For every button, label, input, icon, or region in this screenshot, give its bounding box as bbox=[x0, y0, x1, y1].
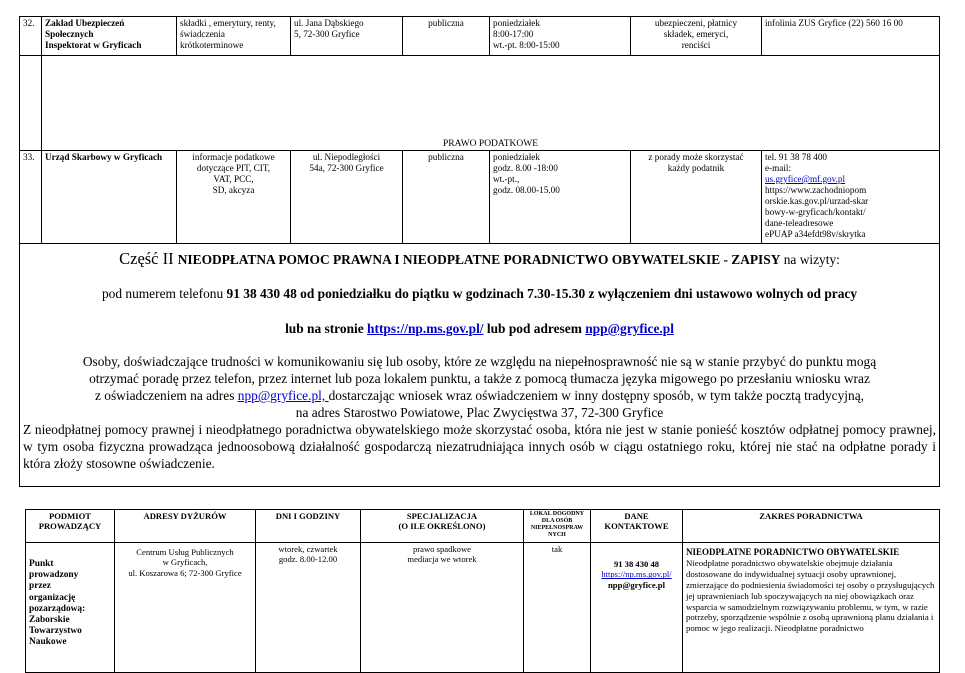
section-row bbox=[20, 56, 940, 151]
email-link[interactable]: us.gryfice@mf.gov.pl bbox=[765, 174, 846, 184]
np-website-link-2[interactable]: https://np.ms.gov.pl/ bbox=[601, 569, 672, 580]
specialization: prawo spadkowe mediacja we wtorek bbox=[361, 543, 524, 673]
services-table bbox=[19, 16, 940, 487]
duty-days: wtorek, czwartek godz. 8.00-12.00 bbox=[256, 543, 361, 673]
row-number: 32. bbox=[20, 17, 42, 56]
header-access: LOKAL DOGODNY DLA OSÓB NIEPEŁNOSPRAW NYCH bbox=[524, 510, 591, 543]
clients: ubezpieczeni, płatnicy składek, emeryci, renciści bbox=[631, 17, 762, 56]
eligibility-info: Z nieodpłatnej pomocy prawnej i nieodpłatnego poradnictwa obywatelskiego może skorzystać osoba, która nie jest w stanie ponieść kosztów odpłatnej pomocy prawnej, w tym osoba fizyczna prowadząca jednoosobową działalność gospodarczą niezatrudniająca innych osób w ciągu ostatniego roku, której nie stać na odpłatne porady i która złoży stosowne oświadczenie. bbox=[23, 422, 936, 471]
npp-points-table bbox=[25, 509, 940, 673]
clients: z porady może skorzystać każdy podatnik bbox=[631, 151, 762, 244]
entity-type: publiczna bbox=[403, 151, 490, 244]
web-line: lub na stronie https://np.ms.gov.pl/ lub pod adresem npp@gryfice.pl bbox=[285, 321, 674, 336]
accessible-venue: tak bbox=[524, 543, 591, 673]
part2-row bbox=[20, 244, 940, 487]
hours: poniedziałek 8:00-17:00 wt.-pt. 8:00-15:00 bbox=[490, 17, 631, 56]
empty-cell bbox=[20, 56, 42, 151]
scope: informacje podatkowe dotyczące PIT, CIT, VAT, PCC, SD, akcyza bbox=[177, 151, 291, 244]
section-title: PRAWO PODATKOWE bbox=[42, 56, 940, 151]
address: ul. Niepodległości 54a, 72-300 Gryfice bbox=[291, 151, 403, 244]
part2-section bbox=[20, 244, 940, 487]
accessibility-info: Osoby, doświadczające trudności w komunikowaniu się lub osoby, które ze względu na niepełnosprawność nie są w stanie przybyć do punktu mogą otrzymać poradę przez telefon, przez internet lub poza lokalem punktu, a także z pomocą tłumacza języka migowego po przesłaniu wniosku wraz z oświadczeniem na adres npp@gryfice.pl, dostarczając wniosek wraz oświadczeniem w inny dostępny sposób, w tym także pocztą tradycyjną, na adres Starostwo Powiatowe, Plac Zwycięstwa 37, 72-300 Gryfice bbox=[82, 354, 877, 420]
np-website-link[interactable]: https://np.ms.gov.pl/ bbox=[367, 321, 484, 336]
address: ul. Jana Dąbskiego 5, 72-300 Gryfice bbox=[291, 17, 403, 56]
entity-type: publiczna bbox=[403, 17, 490, 56]
table-row bbox=[26, 543, 940, 673]
entity-name: Zakład Ubezpieczeń Społecznych Inspektorat w Gryficach bbox=[42, 17, 177, 56]
table-row bbox=[20, 151, 940, 244]
hours: poniedziałek godz. 8.00 -18:00 wt.-pt., godz. 08.00-15.00 bbox=[490, 151, 631, 244]
contact-data: 91 38 430 48 https://np.ms.gov.pl/ npp@gryfice.pl bbox=[591, 543, 683, 673]
contact: infolinia ZUS Gryfice (22) 560 16 00 bbox=[762, 17, 940, 56]
header-row bbox=[26, 510, 940, 543]
row-number: 33. bbox=[20, 151, 42, 244]
phone-line: pod numerem telefonu 91 38 430 48 od poniedziałku do piątku w godzinach 7.30-15.30 z wyłączeniem dni ustawowo wolnych od pracy bbox=[101, 286, 858, 301]
npp-email-link-2[interactable]: npp@gryfice.pl, bbox=[237, 388, 329, 403]
header-contact: DANE KONTAKTOWE bbox=[591, 510, 683, 543]
header-spec: SPECJALIZACJA (O ILE OKREŚLONO) bbox=[361, 510, 524, 543]
scope: składki , emerytury, renty, świadczenia krótkoterminowe bbox=[177, 17, 291, 56]
header-scope: ZAKRES PORADNICTWA bbox=[683, 510, 940, 543]
npp-email-link[interactable]: npp@gryfice.pl bbox=[585, 321, 674, 336]
contact: tel. 91 38 78 400 e-mail: us.gryfice@mf.gov.pl https://www.zachodniopom orskie.kas.gov.pl/urzad-skar bowy-w-gryficach/kontakt/ dane-teleadresowe ePUAP a34efdt98v/skrytka bbox=[762, 151, 940, 244]
header-entity: PODMIOT PROWADZĄCY bbox=[26, 510, 115, 543]
entity-name: Punkt prowadzony przez organizację pozarządową: Zaborskie Towarzystwo Naukowe bbox=[26, 543, 115, 673]
part2-title: Część II NIEODPŁATNA POMOC PRAWNA I NIEODPŁATNE PORADNICTWO OBYWATELSKIE - ZAPISY na wizyty: bbox=[119, 249, 840, 268]
header-days: DNI I GODZINY bbox=[256, 510, 361, 543]
advice-scope: NIEODPŁATNE PORADNICTWO OBYWATELSKIE Nieodpłatne poradnictwo obywatelskie obejmuje działania dostosowane do indywidualnej sytuacji osoby uprawnionej, zmierzające do podniesienia świadomości tej osoby o przysługujących jej uprawnieniach lub spoczywających na niej obowiązkach oraz wsparcia w samodzielnym rozwiązywaniu problemu, w tym, w razie potrzeby, sporządzenie wspólnie z osobą uprawnioną planu działania i pomoc w jego realizacji. Nieodpłatne poradnictwo bbox=[683, 543, 940, 673]
duty-address: Centrum Usług Publicznych w Gryficach, ul. Koszarowa 6; 72-300 Gryfice bbox=[115, 543, 256, 673]
entity-name: Urząd Skarbowy w Gryficach bbox=[42, 151, 177, 244]
header-address: ADRESY DYŻURÓW bbox=[115, 510, 256, 543]
table-row bbox=[20, 17, 940, 56]
